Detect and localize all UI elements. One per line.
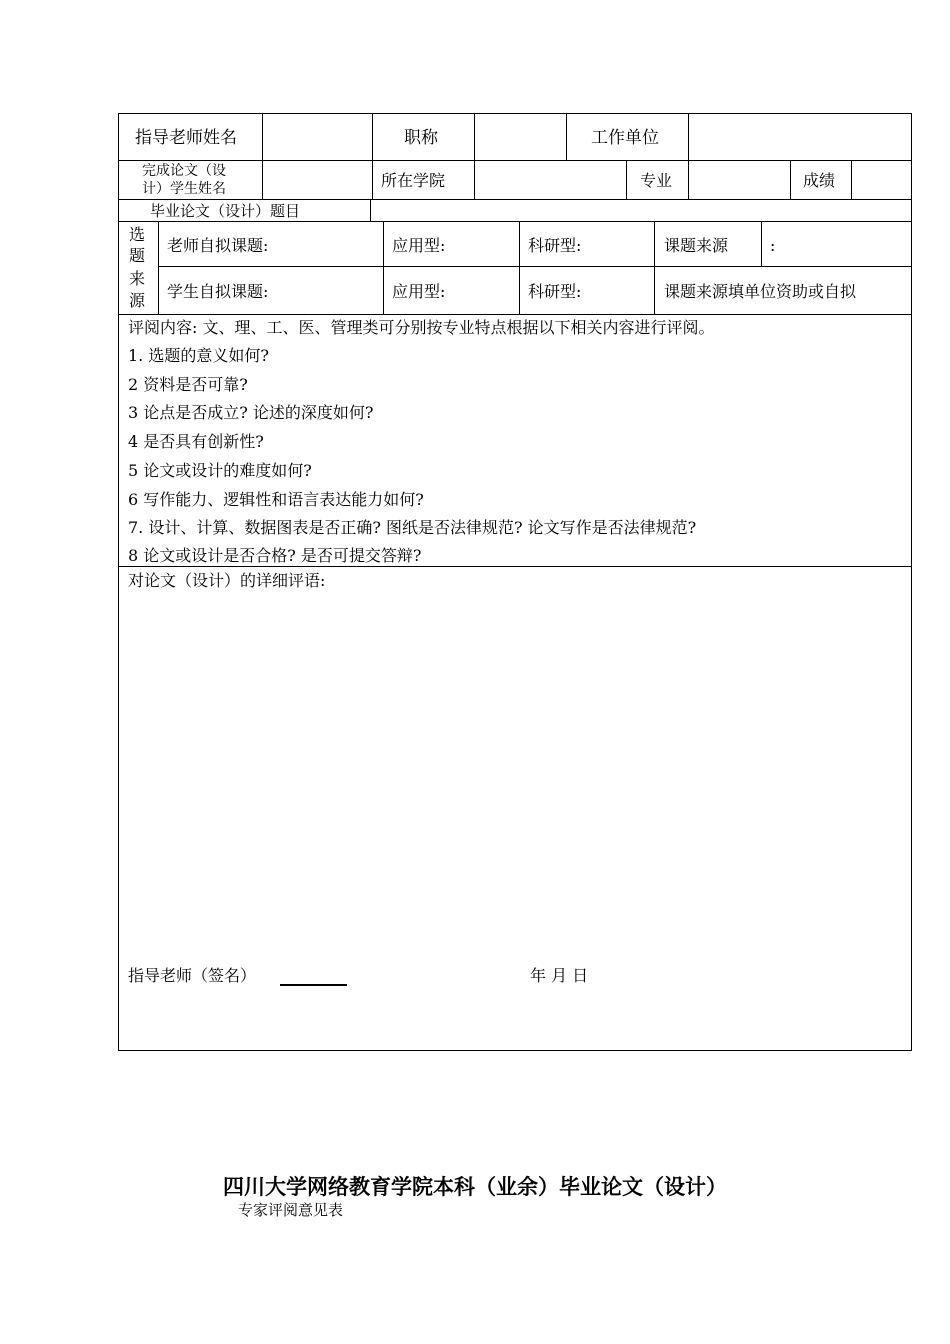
review-item: 4 是否具有创新性? — [128, 432, 264, 451]
grade-label: 成绩 — [803, 171, 836, 190]
teacher-applied-label: 应用型: — [392, 236, 446, 255]
college-label: 所在学院 — [381, 171, 446, 190]
document-title: 四川大学网络教育学院本科（业余）毕业论文（设计） — [223, 1175, 727, 1199]
major-label: 专业 — [640, 171, 673, 190]
supervisor-name-label: 指导老师姓名 — [135, 128, 237, 148]
review-item: 2 资料是否可靠? — [128, 375, 248, 394]
student-name-field[interactable] — [264, 162, 370, 198]
comments-area[interactable] — [122, 594, 908, 954]
major-field[interactable] — [690, 162, 788, 198]
review-item: 8 论文或设计是否合格? 是否可提交答辩? — [128, 546, 422, 565]
topic-source-label: 课题来源 — [664, 236, 729, 255]
topic-source-char-3: 来 — [129, 269, 146, 288]
review-item: 1. 选题的意义如何? — [128, 346, 269, 365]
document-subtitle: 专家评阅意见表 — [238, 1201, 344, 1219]
topic-source-char-2: 题 — [129, 246, 146, 265]
work-unit-label: 工作单位 — [591, 128, 659, 148]
thesis-title-label: 毕业论文（设计）题目 — [150, 202, 301, 220]
student-applied-label: 应用型: — [392, 282, 446, 301]
topic-source-char-1: 选 — [129, 225, 146, 244]
work-unit-field[interactable] — [690, 115, 910, 159]
topic-source-colon: : — [770, 236, 776, 255]
review-item: 3 论点是否成立? 论述的深度如何? — [128, 403, 374, 422]
thesis-title-field[interactable] — [372, 201, 910, 220]
review-item: 5 论文或设计的难度如何? — [128, 461, 312, 480]
student-topic-label: 学生自拟课题: — [167, 282, 269, 301]
topic-source-note: 课题来源填单位资助或自拟 — [664, 282, 857, 301]
review-intro: 评阅内容: 文、理、工、医、管理类可分别按专业特点根据以下相关内容进行评阅。 — [128, 318, 715, 337]
grade-field[interactable] — [853, 162, 910, 198]
comments-label: 对论文（设计）的详细评语: — [128, 571, 326, 590]
topic-source-char-4: 源 — [129, 291, 146, 310]
college-field[interactable] — [476, 162, 624, 198]
review-item: 7. 设计、计算、数据图表是否正确? 图纸是否法律规范? 论文写作是否法律规范? — [128, 518, 697, 537]
professional-title-field[interactable] — [476, 115, 564, 159]
student-name-label-line2: 计）学生姓名 — [142, 181, 226, 197]
supervisor-name-field[interactable] — [264, 115, 370, 159]
review-item: 6 写作能力、逻辑性和语言表达能力如何? — [128, 490, 424, 509]
teacher-research-label: 科研型: — [528, 236, 582, 255]
teacher-topic-label: 老师自拟课题: — [167, 236, 269, 255]
signature-line[interactable] — [280, 984, 347, 986]
signature-label: 指导老师（签名） — [128, 966, 257, 985]
date-label: 年 月 日 — [530, 966, 589, 985]
professional-title-label: 职称 — [404, 128, 438, 148]
student-name-label-line1: 完成论文（设 — [142, 163, 226, 179]
student-research-label: 科研型: — [528, 282, 582, 301]
